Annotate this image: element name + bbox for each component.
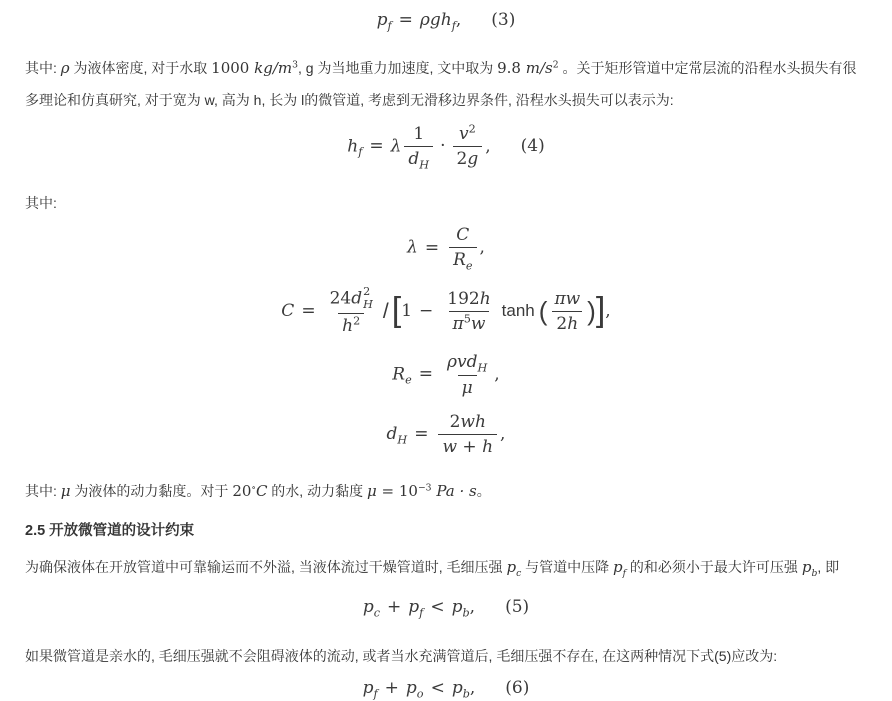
math-token: H <box>397 433 408 447</box>
math-token: −3 <box>417 482 432 494</box>
math-token: d <box>386 423 398 444</box>
math-token: , <box>494 364 500 385</box>
math-token: w <box>470 313 486 334</box>
math-token <box>455 122 480 146</box>
equation-3 <box>25 10 867 32</box>
fraction <box>453 122 483 171</box>
math-token: ρgh <box>419 10 452 30</box>
math-token: d <box>408 148 420 169</box>
math-token: / <box>382 299 389 323</box>
math-token: tanh <box>501 300 535 320</box>
math-token: C <box>456 225 470 246</box>
math-token: , <box>469 678 476 699</box>
math-token: p <box>451 678 463 699</box>
text-run: 为确保液体在开放管道中可靠输运而不外溢, 当液体流过干燥管道时, 毛细压强 <box>25 558 507 575</box>
math-token: f <box>451 19 456 33</box>
math-token: π <box>452 313 464 334</box>
paragraph-constraint <box>25 551 867 583</box>
math-token: < <box>430 596 445 617</box>
text-run: 的水, 动力黏度 <box>267 482 367 499</box>
equation-6 <box>25 678 867 700</box>
math-token: λ <box>390 135 402 156</box>
math-token: 1 <box>413 123 425 144</box>
math-token <box>363 286 373 312</box>
math-token: C <box>255 481 268 500</box>
text-run: 为液体的动力黏度。对于 <box>70 482 233 499</box>
math-token: μ <box>60 481 71 500</box>
math-token: , <box>605 300 611 321</box>
equation-tag: (3) <box>491 10 516 30</box>
math-token: kg/m <box>254 58 293 77</box>
math-token: = <box>301 300 316 321</box>
math-token: d <box>351 288 363 309</box>
math-token: = <box>424 237 440 258</box>
math-token: ∘ <box>251 482 256 494</box>
left-paren: ( <box>538 295 548 326</box>
math-token: , <box>479 237 485 258</box>
math-token: R <box>392 364 406 385</box>
math-token: e <box>405 373 412 387</box>
math-token: ρvd <box>447 351 478 372</box>
text-run: 其中: <box>25 482 61 499</box>
math-token: 3 <box>292 58 298 70</box>
math-token: 1000 <box>211 58 255 77</box>
math-token: , <box>485 135 491 156</box>
math-token: f <box>622 567 627 579</box>
math-token: , <box>500 423 506 444</box>
math-token: 2 <box>468 122 476 136</box>
equation-tag: (5) <box>505 596 530 617</box>
math-token: H <box>419 158 430 172</box>
math-token: h <box>347 135 359 156</box>
math-token: 20 <box>232 481 252 500</box>
section-heading-2-5 <box>25 521 867 541</box>
math-token: , <box>469 596 476 617</box>
math-token <box>443 350 491 375</box>
left-bracket: [ <box>391 291 402 330</box>
math-token: = <box>376 481 399 500</box>
equation-lambda <box>25 223 867 273</box>
equation-tag: (6) <box>505 678 530 699</box>
text-run: 其中: <box>25 59 61 76</box>
math-token: wh <box>460 411 486 432</box>
fraction <box>550 287 584 336</box>
text-run: 如果微管道是亲水的, 毛细压强就不会阻碍液体的流动, 或者当水充满管道后, 毛细压强不存在, 在这两种情况下式(5)应改为: <box>25 648 778 665</box>
math-token: g <box>467 148 479 169</box>
fraction <box>443 287 494 336</box>
math-token <box>443 287 494 311</box>
fraction <box>438 410 497 459</box>
text-run: 其中: <box>25 195 57 212</box>
math-token: p <box>362 596 374 617</box>
text-run: 为液体密度, 对于水取 <box>69 59 212 76</box>
math-token: + <box>457 436 483 457</box>
math-token: 2 <box>556 313 568 334</box>
math-token: ρ <box>60 58 70 77</box>
math-token: = <box>414 423 429 444</box>
math-token: 10 <box>398 481 418 500</box>
math-token: λ <box>407 237 418 258</box>
equation-5 <box>25 597 867 619</box>
math-token: f <box>373 687 378 701</box>
math-token <box>326 285 377 313</box>
text-run: , g 为当地重力加速度, 文中取为 <box>297 59 498 76</box>
right-paren: ) <box>587 295 596 326</box>
math-token: w <box>442 436 458 457</box>
math-token: 1 <box>401 300 413 321</box>
math-token: Pa · s <box>431 481 477 500</box>
math-token: h <box>567 313 579 334</box>
math-token: f <box>419 606 424 620</box>
math-token: p <box>405 678 417 699</box>
math-token: + <box>387 596 402 617</box>
fraction <box>326 285 377 338</box>
math-token: p <box>613 557 623 576</box>
math-token: C <box>281 300 295 321</box>
math-token: 2 <box>363 285 371 299</box>
document-page <box>0 10 892 700</box>
math-token: + <box>384 678 399 699</box>
math-token <box>338 313 364 338</box>
math-token: p <box>801 557 812 576</box>
math-token: 2 <box>552 58 559 70</box>
math-token: b <box>462 606 470 620</box>
math-token: f <box>358 145 363 159</box>
math-token: 24 <box>329 288 352 309</box>
math-token <box>449 311 490 336</box>
text-run: 。 <box>476 482 491 499</box>
text-run: , 即 <box>817 558 840 575</box>
math-token: · <box>440 135 446 156</box>
math-token: h <box>479 288 491 309</box>
math-token: 2 <box>353 314 361 328</box>
math-token: − <box>419 300 434 321</box>
math-token <box>449 247 476 273</box>
math-token: p <box>408 596 420 617</box>
math-token: h <box>342 315 354 336</box>
math-token <box>438 434 497 459</box>
math-token <box>404 146 433 172</box>
text-run: 与管道中压降 <box>521 558 614 575</box>
label-where <box>25 187 867 219</box>
math-token: 5 <box>463 312 471 326</box>
text-run: 2.5 开放微管道的设计约束 <box>25 522 195 539</box>
equation-reynolds <box>25 350 867 400</box>
math-token: μ <box>366 481 377 500</box>
text-run: 。关于矩形管道中定常层流的沿程水头损失有很多理论和仿真研究, 对于宽为 w, 高为 h, 长为 l的微管道, 考虑到无滑移边界条件, 沿程水头损失可以表示为: <box>25 59 857 108</box>
equation-friction-constant <box>25 285 867 338</box>
paragraph-viscosity <box>25 475 867 507</box>
math-token: = <box>418 364 433 385</box>
math-token <box>552 311 582 336</box>
math-token: m/s <box>525 58 553 77</box>
math-token: πw <box>554 288 581 309</box>
math-token: 9.8 <box>497 58 526 77</box>
math-token: e <box>465 259 473 273</box>
math-token: 2 <box>449 411 461 432</box>
math-token: H <box>363 297 373 311</box>
equation-tag: (4) <box>520 135 545 156</box>
math-token: 192 <box>447 288 480 309</box>
math-token: H <box>477 361 488 375</box>
math-token <box>453 146 483 171</box>
math-token: b <box>462 687 470 701</box>
math-token: c <box>373 606 381 620</box>
math-token: p <box>362 678 374 699</box>
right-bracket: ] <box>595 291 606 330</box>
math-token <box>446 410 490 434</box>
math-token: b <box>811 567 818 579</box>
fraction <box>443 350 491 400</box>
math-token: o <box>416 687 424 701</box>
math-token: = <box>369 135 384 156</box>
math-token: f <box>387 19 392 33</box>
math-token: v <box>458 123 469 144</box>
equation-4 <box>25 122 867 172</box>
math-token: 2 <box>456 148 468 169</box>
math-token: , <box>455 10 462 30</box>
text-run: 的和必须小于最大许可压强 <box>626 558 802 575</box>
math-token: p <box>376 10 388 30</box>
math-token: < <box>430 678 445 699</box>
paragraph-density-gravity <box>25 52 867 116</box>
paragraph-hydrophilic <box>25 640 867 672</box>
math-token: = <box>398 10 413 30</box>
fraction <box>404 122 433 172</box>
math-token: c <box>516 567 522 579</box>
math-token: R <box>453 250 466 271</box>
equation-hydraulic-diameter <box>25 410 867 459</box>
math-token: h <box>482 436 494 457</box>
fraction <box>449 223 476 273</box>
math-token: μ <box>458 375 477 400</box>
math-token: p <box>451 596 463 617</box>
math-token: p <box>506 557 517 576</box>
